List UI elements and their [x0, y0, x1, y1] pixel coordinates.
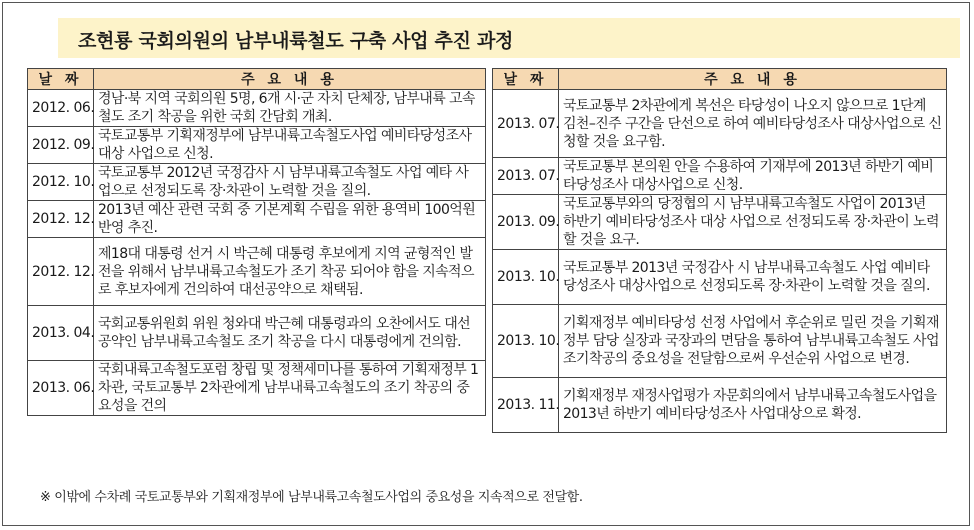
table-row [28, 361, 486, 416]
table-row [28, 164, 486, 201]
row-description: 국토교통부 2차관에게 복선은 타당성이 나오지 않으므로 1단계 김천–진주 구간을 단선으로 하여 예비타당성조사 대상사업으로 신청할 것을 요구함. [559, 90, 947, 158]
row-date: 2012. 10. [28, 164, 94, 201]
row-description: 국회교통위원회 위원 청와대 박근혜 대통령과의 오찬에서도 대선 공약인 남부내륙고속철도 조기 착공을 다시 대통령에게 건의함. [94, 306, 486, 361]
header-date: 날 짜 [493, 69, 559, 90]
row-description: 국토교통부 2013년 국정감사 시 남부내륙고속철도 사업 예비타당성조사 대상사업으로 선정되도록 장·차관이 노력할 것을 질의. [559, 250, 947, 305]
row-description: 국토교통부와의 당정협의 시 남부내륙고속철도 사업이 2013년 하반기 예비타당성조사 대상 사업으로 선정되도록 장·차관이 노력할 것을 요구. [559, 195, 947, 250]
row-date: 2013. 11. [493, 378, 559, 433]
table-row [28, 201, 486, 238]
table-row [493, 378, 947, 433]
title-bar [58, 18, 960, 58]
table-row [28, 90, 486, 127]
row-description: 국토교통부 본의원 안을 수용하여 기재부에 2013년 하반기 예비타당성조사 대상사업으로 신청. [559, 158, 947, 195]
table-row [493, 305, 947, 378]
row-date: 2013. 07. [493, 158, 559, 195]
row-date: 2013. 06. [28, 361, 94, 416]
row-description: 국토교통부 2012년 국정감사 시 남부내륙고속철도 사업 예타 사업으로 선정되도록 장·차관이 노력할 것을 질의. [94, 164, 486, 201]
right-schedule-table [492, 68, 947, 433]
header-content: 주 요 내 용 [94, 69, 486, 90]
row-description: 기획재정부 재정사업평가 자문회의에서 남부내륙고속철도사업을 2013년 하반기 예비타당성조사 사업대상으로 확정. [559, 378, 947, 433]
row-date: 2012. 06. [28, 90, 94, 127]
row-description: 국토교통부 기획재정부에 남부내륙고속철도사업 예비타당성조사 대상 사업으로 신청. [94, 127, 486, 164]
page-title: 조현룡 국회의원의 남부내륙철도 구축 사업 추진 과정 [78, 30, 514, 52]
row-date: 2013. 09. [493, 195, 559, 250]
table-row [493, 90, 947, 158]
row-date: 2013. 07. [493, 90, 559, 158]
table-row [493, 195, 947, 250]
table-row [28, 127, 486, 164]
row-description: 국회내륙고속철도포럼 창립 및 정책세미나를 통하여 기획재정부 1차관, 국토교통부 2차관에게 남부내륙고속철도의 조기 착공의 중요성을 건의 [94, 361, 486, 416]
row-date: 2012. 12. [28, 201, 94, 238]
header-date: 날 짜 [28, 69, 94, 90]
footnote: ※ 이밖에 수차례 국토교통부와 기획재정부에 남부내륙고속철도사업의 중요성을 지속적으로 전달함. [40, 490, 583, 505]
table-row [493, 250, 947, 305]
table-row [28, 306, 486, 361]
header-content: 주 요 내 용 [559, 69, 947, 90]
row-date: 2013. 10. [493, 250, 559, 305]
row-description: 2013년 예산 관련 국회 중 기본계획 수립을 위한 용역비 100억원 반영 추진. [94, 201, 486, 238]
table-row [493, 158, 947, 195]
row-date: 2012. 12. [28, 238, 94, 306]
table-header-row [28, 69, 486, 90]
row-date: 2012. 09. [28, 127, 94, 164]
table-header-row [493, 69, 947, 90]
row-description: 기획재정부 예비타당성 선정 사업에서 후순위로 밀린 것을 기획재정부 담당 실장과 국장과의 면담을 통하여 남부내륙고속철도 사업 조기착공의 중요성을 전달함으로써 우선순위 사업으로 변경. [559, 305, 947, 378]
row-description: 경남·북 지역 국회의원 5명, 6개 시·군 자치 단체장, 남부내륙 고속철도 조기 착공을 위한 국회 간담회 개최. [94, 90, 486, 127]
left-schedule-table [27, 68, 486, 416]
row-description: 제18대 대통령 선거 시 박근혜 대통령 후보에게 지역 균형적인 발전을 위해서 남부내륙고속철도가 조기 착공 되어야 함을 지속적으로 후보자에게 건의하여 대선공약으로 채택됨. [94, 238, 486, 306]
table-row [28, 238, 486, 306]
row-date: 2013. 04. [28, 306, 94, 361]
row-date: 2013. 10. [493, 305, 559, 378]
